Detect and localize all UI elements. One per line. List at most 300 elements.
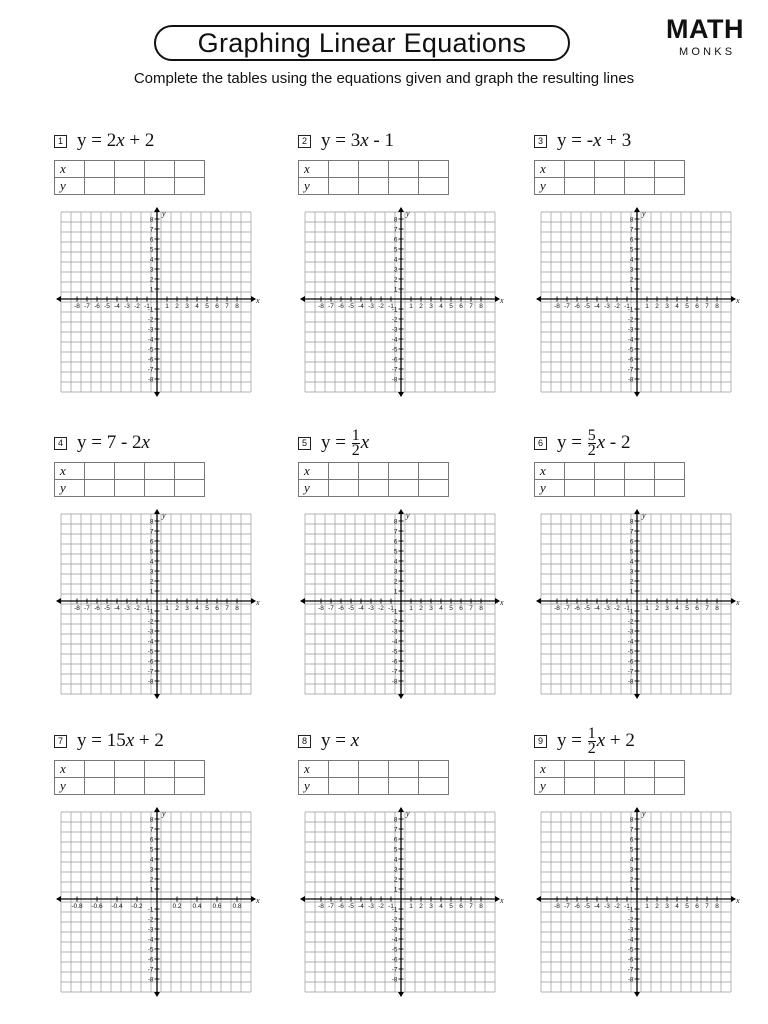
xy-table [54,462,205,497]
x-tick-label: 5 [449,605,453,612]
x-tick-label: 5 [685,903,689,910]
equation [557,426,631,459]
x-tick-label: 0.6 [212,903,222,910]
y-tick-label: 3 [393,866,398,874]
x-tick-label: 1 [409,903,413,910]
x-tick-label: -2 [614,303,620,310]
x-tick-label: -7 [328,605,334,612]
y-tick-label: -6 [627,356,634,364]
y-tick-label: 5 [629,548,634,556]
x-tick-label: -6 [574,903,580,910]
y-tick-label: 1 [393,588,398,596]
y-tick-label: -5 [627,346,634,354]
problem-number: 7 [54,735,67,748]
problem-header [54,128,154,154]
problem-number: 2 [298,135,311,148]
x-axis-name: x [256,296,260,305]
y-tick-label: 5 [149,548,154,556]
y-tick-label: 4 [393,856,398,864]
table-cell[interactable] [115,778,145,795]
y-axis-arrow-down [398,694,404,699]
table-row [299,480,449,497]
table-row-label: y [55,778,85,795]
y-axis-arrow-down [398,392,404,397]
y-tick-label: 7 [629,226,634,234]
x-tick-label: -4 [594,903,600,910]
y-tick-label: -3 [147,628,154,636]
x-tick-label: -7 [564,605,570,612]
table-cell[interactable] [655,178,685,195]
table-row-label: x [299,463,329,480]
table-cell[interactable] [565,761,595,778]
table-cell[interactable] [419,463,449,480]
y-axis-name: y [642,511,646,520]
x-tick-label: -3 [604,903,610,910]
equation-text: y = [321,730,351,751]
x-tick-label: 6 [459,903,463,910]
fraction-denominator: 2 [587,441,596,459]
table-cell[interactable] [625,761,655,778]
y-axis-arrow-up [398,807,404,812]
y-tick-label: -8 [147,376,154,384]
table-cell[interactable] [359,480,389,497]
y-tick-label: 4 [149,256,154,264]
y-tick-label: 3 [149,266,154,274]
x-tick-label: 0.2 [172,903,182,910]
x-tick-label: -5 [584,303,590,310]
x-axis-name: x [736,896,740,905]
table-cell[interactable] [145,161,175,178]
x-tick-label: 6 [695,303,699,310]
x-tick-label: -5 [348,903,354,910]
equation [77,730,164,752]
table-cell[interactable] [85,480,115,497]
coordinate-grid[interactable] [534,206,738,398]
coordinate-grid[interactable] [54,206,258,398]
y-tick-label: -7 [627,668,634,676]
problem-header [298,128,394,154]
x-tick-label: -1 [144,605,150,612]
problem-number: 8 [298,735,311,748]
equation-text: y = 3 [321,130,361,151]
equation-variable: x [350,730,360,751]
x-axis-name: x [256,598,260,607]
x-tick-label: -7 [84,303,90,310]
table-cell[interactable] [145,178,175,195]
equation [557,724,635,757]
x-tick-label: -6 [94,605,100,612]
x-tick-label: -2 [378,903,384,910]
x-tick-label: 5 [449,903,453,910]
x-tick-label: -6 [338,903,344,910]
coordinate-grid[interactable] [54,806,258,998]
table-cell[interactable] [419,161,449,178]
y-axis-name: y [642,209,646,218]
y-tick-label: 8 [629,518,634,526]
table-cell[interactable] [625,161,655,178]
y-tick-label: -4 [391,638,398,646]
table-row-label: y [299,480,329,497]
table-row-label: y [55,480,85,497]
table-cell[interactable] [329,480,359,497]
xy-table [54,160,205,195]
y-tick-label: -8 [391,976,398,984]
table-row [299,761,449,778]
table-cell[interactable] [85,761,115,778]
table-row-label: x [55,161,85,178]
table-row [55,463,205,480]
y-tick-label: 7 [393,528,398,536]
x-axis-arrow-left [56,296,61,302]
instructions: Complete the tables using the equations given and graph the resulting lines [133,70,635,87]
y-tick-label: -8 [627,678,634,686]
x-tick-label: 6 [459,605,463,612]
y-tick-label: 3 [149,866,154,874]
x-tick-label: -3 [124,605,130,612]
y-tick-label: 1 [629,286,634,294]
x-tick-label: -3 [604,303,610,310]
y-tick-label: -7 [391,366,398,374]
x-tick-label: 8 [715,605,719,612]
x-tick-label: 0.8 [232,903,242,910]
table-cell[interactable] [565,178,595,195]
y-tick-label: -4 [391,936,398,944]
coordinate-grid[interactable] [298,806,502,998]
x-tick-label: 7 [469,303,473,310]
table-row [299,161,449,178]
table-cell[interactable] [389,161,419,178]
y-tick-label: -7 [147,966,154,974]
x-tick-label: 8 [479,303,483,310]
coordinate-grid[interactable] [298,206,502,398]
x-axis-arrow-left [300,896,305,902]
x-tick-label: 7 [469,903,473,910]
y-tick-label: -4 [627,936,634,944]
table-cell[interactable] [419,778,449,795]
y-tick-label: -7 [627,366,634,374]
x-tick-label: 1 [409,605,413,612]
table-cell[interactable] [419,480,449,497]
y-axis-arrow-down [398,992,404,997]
x-tick-label: -1 [624,303,630,310]
table-cell[interactable] [389,778,419,795]
table-cell[interactable] [595,463,625,480]
table-row-label: x [55,761,85,778]
table-cell[interactable] [595,761,625,778]
x-tick-label: 8 [715,903,719,910]
y-tick-label: 3 [149,568,154,576]
table-cell[interactable] [329,161,359,178]
y-axis-name: y [406,511,410,520]
table-cell[interactable] [359,463,389,480]
y-tick-label: 6 [629,836,634,844]
x-tick-label: 2 [175,303,179,310]
table-cell[interactable] [175,480,205,497]
y-tick-label: 4 [393,558,398,566]
table-cell[interactable] [655,161,685,178]
x-tick-label: 2 [175,605,179,612]
table-cell[interactable] [625,178,655,195]
equation-text: - 2 [605,431,631,453]
table-row [55,161,205,178]
x-tick-label: 5 [205,605,209,612]
table-cell[interactable] [359,161,389,178]
y-tick-label: 1 [629,588,634,596]
y-axis-name: y [162,809,166,818]
table-cell[interactable] [565,778,595,795]
equation-text: + 3 [601,130,632,151]
y-tick-label: 4 [629,856,634,864]
table-cell[interactable] [655,761,685,778]
table-cell[interactable] [565,463,595,480]
table-cell[interactable] [565,480,595,497]
table-cell[interactable] [329,463,359,480]
table-cell[interactable] [175,761,205,778]
x-tick-label: -5 [584,605,590,612]
y-tick-label: -5 [147,946,154,954]
y-tick-label: -3 [627,326,634,334]
page-title: Graphing Linear Equations [197,27,527,58]
y-tick-label: 1 [149,588,154,596]
x-tick-label: 2 [419,903,423,910]
x-axis-arrow-left [536,296,541,302]
y-tick-label: -5 [627,648,634,656]
x-tick-label: 7 [705,303,709,310]
table-cell[interactable] [419,761,449,778]
x-tick-label: 6 [695,605,699,612]
table-cell[interactable] [389,463,419,480]
y-tick-label: 8 [393,518,398,526]
coordinate-grid[interactable] [54,508,258,700]
equation-text: y = [321,431,351,453]
x-tick-label: -3 [368,605,374,612]
equation-text: y = - [557,130,594,151]
x-tick-label: 1 [645,303,649,310]
table-cell[interactable] [655,463,685,480]
y-tick-label: -8 [147,976,154,984]
equation-fraction [587,426,596,459]
y-tick-label: -5 [391,946,398,954]
table-cell[interactable] [389,178,419,195]
equation-variable: x [596,729,606,751]
y-tick-label: 4 [629,256,634,264]
y-axis-arrow-down [154,392,160,397]
table-cell[interactable] [625,463,655,480]
y-tick-label: 7 [149,528,154,536]
x-tick-label: -2 [134,605,140,612]
x-tick-label: -6 [338,303,344,310]
table-cell[interactable] [175,463,205,480]
table-cell[interactable] [85,778,115,795]
coordinate-grid[interactable] [534,806,738,998]
equation [321,426,370,459]
equation-text: + 2 [605,729,635,751]
x-tick-label: 3 [429,903,433,910]
equation [321,730,359,752]
y-axis-name: y [406,809,410,818]
table-row-label: x [299,761,329,778]
x-tick-label: -2 [378,605,384,612]
x-tick-label: -4 [114,303,120,310]
table-cell[interactable] [389,480,419,497]
x-tick-label: -0.4 [111,903,123,910]
x-tick-label: 4 [675,303,679,310]
table-cell[interactable] [595,778,625,795]
x-tick-label: 2 [419,303,423,310]
table-row-label: x [535,761,565,778]
y-tick-label: 2 [629,276,634,284]
table-cell[interactable] [175,178,205,195]
x-tick-label: 5 [685,605,689,612]
table-row-label: y [535,778,565,795]
y-tick-label: -6 [391,956,398,964]
table-row [299,178,449,195]
y-tick-label: -2 [627,316,634,324]
table-cell[interactable] [115,761,145,778]
x-tick-label: 6 [215,303,219,310]
problem-header [534,724,635,757]
table-cell[interactable] [145,480,175,497]
table-cell[interactable] [359,761,389,778]
y-tick-label: -4 [147,936,154,944]
table-cell[interactable] [595,480,625,497]
x-tick-label: -4 [358,903,364,910]
table-row [55,178,205,195]
equation-variable: x [596,431,606,453]
table-row [299,778,449,795]
x-tick-label: -6 [94,303,100,310]
table-row [299,463,449,480]
table-cell[interactable] [85,178,115,195]
table-cell[interactable] [419,178,449,195]
x-tick-label: -3 [604,605,610,612]
table-cell[interactable] [85,161,115,178]
xy-table [298,760,449,795]
logo-top-text: MATH [666,14,744,44]
table-cell[interactable] [145,778,175,795]
x-tick-label: 1 [409,303,413,310]
x-axis-name: x [500,896,504,905]
x-tick-label: 7 [705,903,709,910]
table-row [535,161,685,178]
table-cell[interactable] [625,778,655,795]
x-tick-label: 3 [665,605,669,612]
table-cell[interactable] [329,761,359,778]
table-cell[interactable] [595,161,625,178]
table-cell[interactable] [359,178,389,195]
fraction-denominator: 2 [351,441,360,459]
y-axis-arrow-up [398,207,404,212]
x-tick-label: 3 [185,303,189,310]
problem-number: 4 [54,437,67,450]
x-tick-label: -7 [328,303,334,310]
y-tick-label: 5 [393,846,398,854]
x-tick-label: -7 [564,903,570,910]
table-cell[interactable] [655,480,685,497]
table-cell[interactable] [175,778,205,795]
y-axis-name: y [406,209,410,218]
table-cell[interactable] [595,178,625,195]
equation-fraction [351,426,360,459]
table-cell[interactable] [145,761,175,778]
table-cell[interactable] [359,778,389,795]
table-cell[interactable] [145,463,175,480]
y-tick-label: -1 [391,906,398,914]
y-tick-label: -4 [147,638,154,646]
x-tick-label: -3 [368,303,374,310]
x-tick-label: 0.4 [192,903,202,910]
table-row [535,178,685,195]
table-row-label: x [535,161,565,178]
x-tick-label: 7 [225,605,229,612]
y-tick-label: -1 [391,608,398,616]
y-tick-label: -4 [627,638,634,646]
table-cell[interactable] [115,178,145,195]
equation-text: y = 15 [77,730,126,751]
table-cell[interactable] [175,161,205,178]
table-cell[interactable] [565,161,595,178]
x-tick-label: 4 [439,903,443,910]
table-cell[interactable] [115,161,145,178]
y-tick-label: -6 [627,956,634,964]
y-tick-label: 4 [393,256,398,264]
y-tick-label: -4 [627,336,634,344]
equation-variable: x [141,432,150,453]
table-cell[interactable] [115,480,145,497]
y-tick-label: 8 [149,216,154,224]
y-tick-label: -2 [147,316,154,324]
equation-fraction [587,724,596,757]
math-monks-logo [666,14,756,74]
x-tick-label: 1 [645,903,649,910]
table-cell[interactable] [329,778,359,795]
table-row-label: y [55,178,85,195]
x-tick-label: -7 [564,303,570,310]
table-cell[interactable] [115,463,145,480]
y-tick-label: 6 [149,538,154,546]
y-tick-label: 6 [629,538,634,546]
table-cell[interactable] [329,178,359,195]
x-tick-label: -7 [328,903,334,910]
equation-variable: x [125,730,135,751]
coordinate-grid[interactable] [298,508,502,700]
y-tick-label: -1 [627,608,634,616]
table-cell[interactable] [625,480,655,497]
y-axis-name: y [162,511,166,520]
y-tick-label: -2 [627,618,634,626]
table-cell[interactable] [85,463,115,480]
coordinate-grid[interactable] [534,508,738,700]
problem-header [54,430,150,456]
x-tick-label: -0.8 [71,903,83,910]
y-tick-label: 6 [149,236,154,244]
table-cell[interactable] [655,778,685,795]
y-tick-label: -1 [627,906,634,914]
table-cell[interactable] [389,761,419,778]
fraction-denominator: 2 [587,739,596,757]
y-tick-label: -4 [147,336,154,344]
problem-number: 9 [534,735,547,748]
title-banner [154,25,570,61]
problem-number: 5 [298,437,311,450]
y-axis-name: y [642,809,646,818]
x-tick-label: 6 [459,303,463,310]
y-axis-arrow-down [154,694,160,699]
y-tick-label: -6 [147,658,154,666]
x-tick-label: -4 [114,605,120,612]
x-tick-label: 2 [655,303,659,310]
y-tick-label: -1 [627,306,634,314]
